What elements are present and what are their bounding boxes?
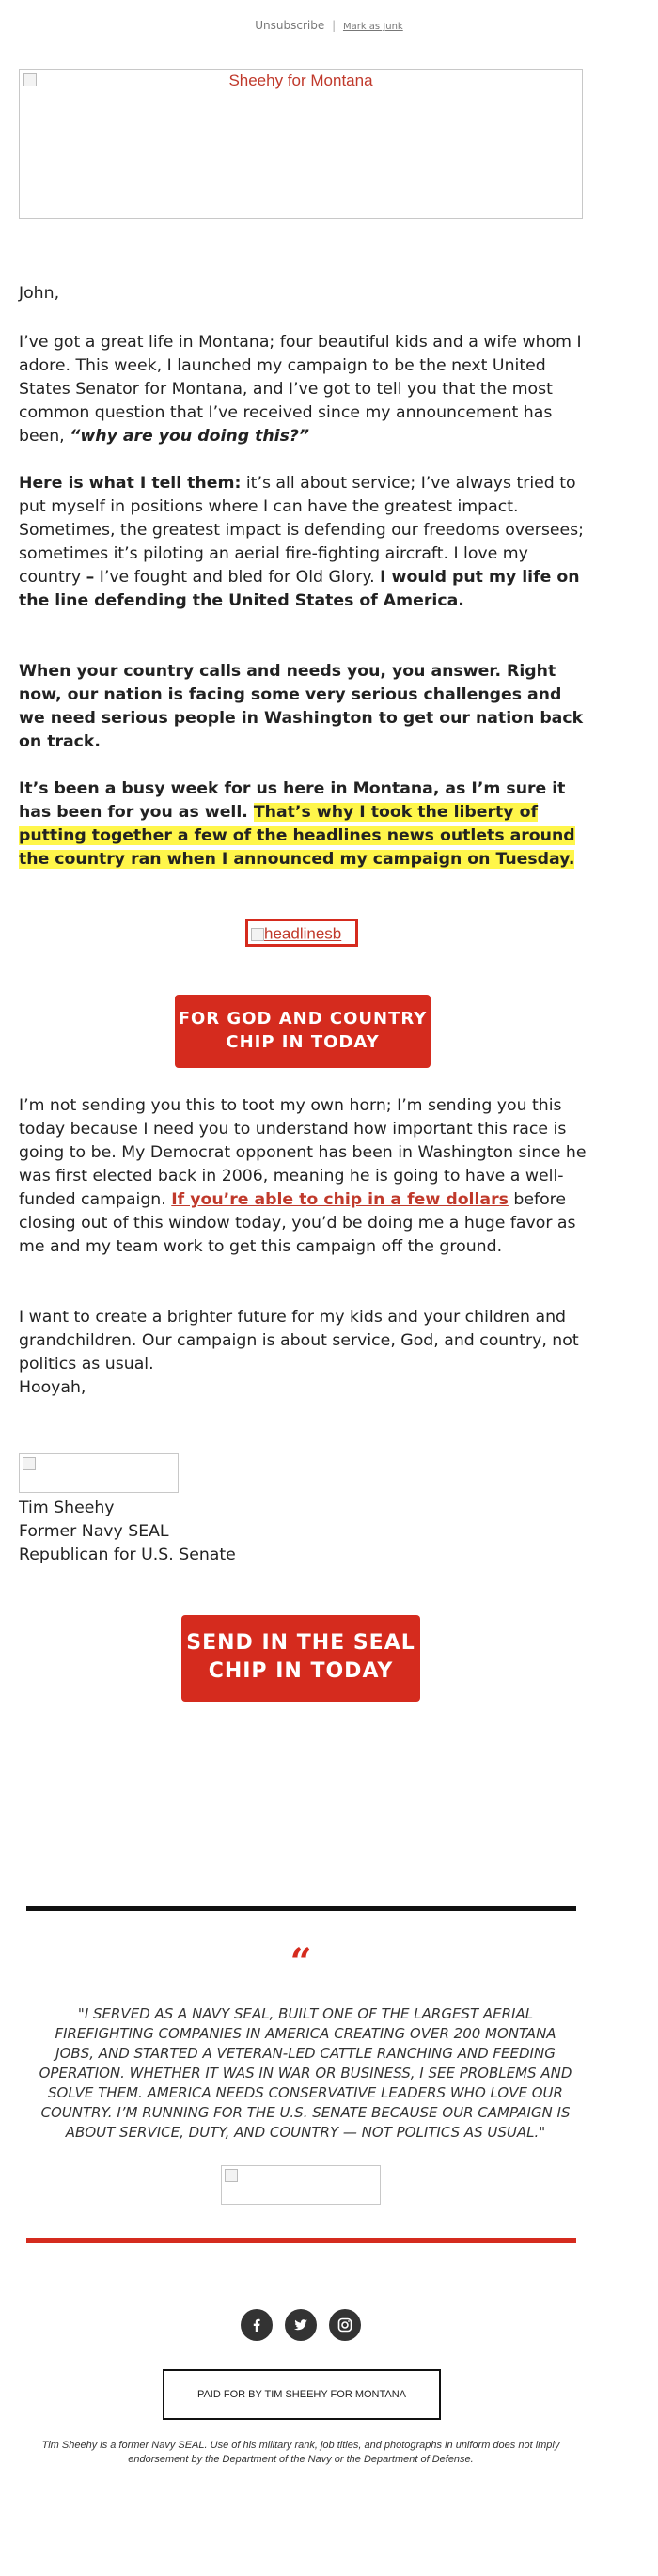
paragraph-1: I’ve got a great life in Montana; four beautiful kids and a wife whom I adore. This week, I launched my campaign to be the next United States Senator for Montana, and I’ve got to tell you that the most common question that I’ve received since my announcement has been, “why are you doing this?” (19, 333, 582, 446)
donate-button-god-and-country[interactable]: FOR GOD AND COUNTRY CHIP IN TODAY (175, 995, 431, 1068)
paid-for-by-box: PAID FOR BY TIM SHEEHY FOR MONTANA (163, 2369, 441, 2420)
header-separator: | (332, 19, 337, 32)
broken-image-icon (251, 928, 264, 941)
hero-banner-image[interactable] (19, 69, 583, 219)
paragraph-5: I’m not sending you this to toot my own horn; I’m sending you this today because I need you to understand how important this race is going to be. My Democrat opponent has been in Washington since he was first elected back in 2006, meaning he is going to have a well-funded campaign. If you’re able to chip in a few dollars before closing out of this window today, you’d be doing me a huge favor as me and my team work to get this campaign off the ground. (19, 1096, 587, 1256)
why-question: “why are you doing this?” (70, 427, 310, 446)
greeting: John, (19, 284, 60, 303)
unsubscribe-link[interactable]: Unsubscribe (255, 19, 325, 32)
signoff: Hooyah, (19, 1378, 86, 1397)
paragraph-3: When your country calls and needs you, you answer. Right now, our nation is facing some very serious challenges and we need serious people in Washington to get our nation back on track. (19, 662, 584, 751)
signature-image (19, 1453, 179, 1493)
signature-block (19, 1497, 587, 1567)
footer-divider-red (26, 2238, 576, 2243)
hero-alt-text: Sheehy for Montana (228, 71, 373, 89)
social-links (0, 2309, 602, 2341)
signature-title-2: Republican for U.S. Senate (19, 1546, 236, 1564)
military-disclaimer: Tim Sheehy is a former Navy SEAL. Use of his military rank, job titles, and photographs in uniform does not imply endorsement by the Department of the Navy or the Department of Defense. (41, 2440, 560, 2465)
broken-image-icon (24, 73, 37, 86)
paragraph-6: I want to create a brighter future for my kids and your children and grandchildren. Our campaign is about service, God, and country, not politics as usual. (19, 1308, 579, 1374)
signature-title-1: Former Navy SEAL (19, 1522, 169, 1541)
facebook-icon[interactable] (241, 2309, 273, 2341)
broken-image-icon (23, 1457, 36, 1470)
paragraph-4: It’s been a busy week for us here in Montana, as I’m sure it has been for you as well. That’s why I took the liberty of putting together a few of the headlines news outlets around the country ran when I announced my campaign on Tuesday. (19, 779, 575, 869)
mark-as-junk-link[interactable]: Mark as Junk (342, 22, 403, 32)
signature-name: Tim Sheehy (19, 1499, 115, 1517)
email-header-bar (0, 19, 658, 32)
paragraph-2: Here is what I tell them: it’s all about service; I’ve always tried to put myself in positions where I can have the greatest impact. Sometimes, the greatest impact is defending our freedoms oversees; sometimes it’s piloting an aerial fire-fighting aircraft. I love my country – I’ve fought and bled for Old Glory. I would put my life on the line defending the United States of America. (19, 474, 584, 610)
highlighted-text: That’s why I took the liberty of putting together a few of the headlines news outlets around the country ran when I announced my campaign on Tuesday. (19, 803, 575, 869)
footer-divider-black (26, 1906, 576, 1911)
quote-mark-icon: “ (290, 1940, 312, 1985)
instagram-icon[interactable] (329, 2309, 361, 2341)
broken-image-icon (225, 2169, 238, 2182)
headlines-image-link[interactable] (245, 919, 358, 947)
candidate-quote: "I SERVED AS A NAVY SEAL, BUILT ONE OF THE LARGEST AERIAL FIREFIGHTING COMPANIES IN AMERICA CREATING OVER 200 MONTANA JOBS, AND STARTED A VETERAN-LED CATTLE RANCHING AND FEEDING OPERATION. WHETHER IT WAS IN WAR OR BUSINESS, I SEE PROBLEMS AND SOLVE THEM. AMERICA NEEDS CONSERVATIVE LEADERS WHO LOVE OUR COUNTRY. I’M RUNNING FOR THE U.S. SENATE BECAUSE OUR CAMPAIGN IS ABOUT SERVICE, DUTY, AND COUNTRY — NOT POLITICS AS USUAL." (39, 2005, 572, 2141)
chip-in-link[interactable]: If you’re able to chip in a few dollars (171, 1190, 509, 1209)
twitter-icon[interactable] (285, 2309, 317, 2341)
headlines-alt-text: headlinesb (264, 924, 342, 943)
donate-button-send-in-the-seal[interactable]: SEND IN THE SEAL CHIP IN TODAY (181, 1615, 420, 1702)
footer-logo-image (221, 2165, 381, 2205)
